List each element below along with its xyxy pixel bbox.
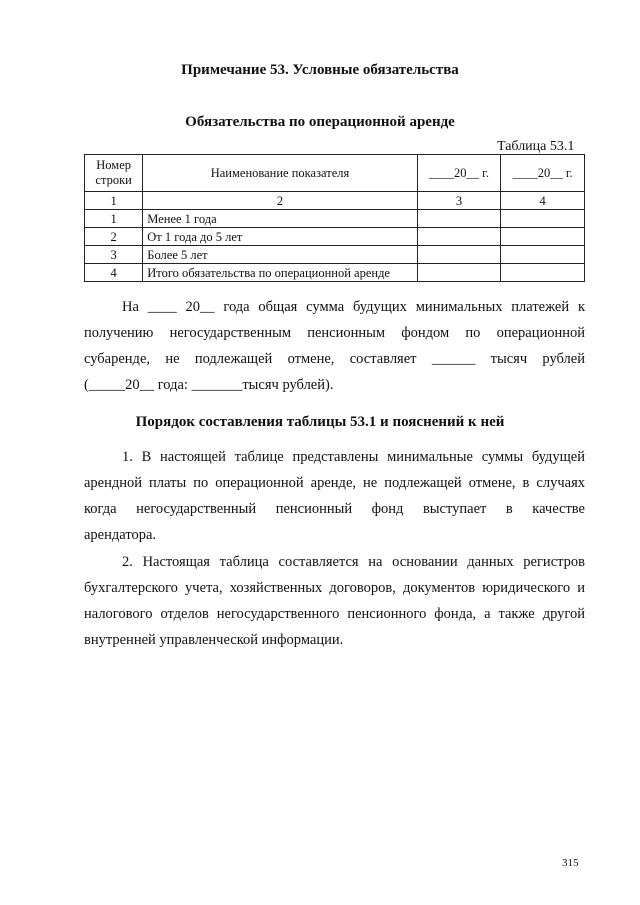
paragraph-line: 1. В настоящей таблице представлены минимальные суммы будущей (122, 449, 585, 465)
row-value-2 (501, 264, 585, 282)
procedure-item-2 (84, 549, 585, 653)
table-row (85, 246, 585, 264)
paragraph-line: когда негосударственный пенсионный фонд выступает в качестве (84, 501, 585, 517)
index-cell: 1 (85, 192, 143, 210)
paragraph-line: (_____20__ года: _______тысяч рублей). (84, 377, 334, 393)
row-value-2 (501, 246, 585, 264)
table-caption: Таблица 53.1 (497, 139, 575, 154)
header-year-1: ____20__ г. (417, 155, 501, 192)
page-number: 315 (562, 857, 579, 869)
paragraph-line: внутренней управленческой информации. (84, 632, 344, 648)
future-payments-paragraph (84, 294, 585, 398)
index-cell: 4 (501, 192, 585, 210)
row-value-2 (501, 210, 585, 228)
paragraph-line: налогового отделов негосударственного пенсионного фонда, а также другой (84, 606, 585, 622)
row-number: 2 (85, 228, 143, 246)
table-row (85, 210, 585, 228)
row-value-1 (417, 210, 501, 228)
row-number: 1 (85, 210, 143, 228)
table-header-row (85, 155, 585, 192)
paragraph-line: На ____ 20__ года общая сумма будущих минимальных платежей к (122, 299, 585, 315)
row-value-1 (417, 246, 501, 264)
row-name: Более 5 лет (143, 246, 417, 264)
paragraph-line: получению негосударственным пенсионным фондом по операционной (84, 325, 585, 341)
row-value-2 (501, 228, 585, 246)
table-row (85, 228, 585, 246)
paragraph-line: арендной платы по операционной аренде, не подлежащей отмене, в случаях (84, 475, 585, 491)
row-name: От 1 года до 5 лет (143, 228, 417, 246)
procedure-section-title: Порядок составления таблицы 53.1 и пояснений к ней (135, 414, 505, 430)
row-number: 4 (85, 264, 143, 282)
row-value-1 (417, 264, 501, 282)
header-indicator-name: Наименование показателя (143, 155, 417, 192)
paragraph-line: бухгалтерского учета, хозяйственных договоров, документов юридического и (84, 580, 585, 596)
row-name: Итого обязательства по операционной аренде (143, 264, 417, 282)
header-year-2: ____20__ г. (501, 155, 585, 192)
row-number: 3 (85, 246, 143, 264)
index-cell: 2 (143, 192, 417, 210)
header-row-number: Номер строки (85, 155, 143, 192)
paragraph-line: 2. Настоящая таблица составляется на основании данных регистров (122, 554, 585, 570)
note-title: Примечание 53. Условные обязательства (181, 62, 459, 78)
index-cell: 3 (417, 192, 501, 210)
row-name: Менее 1 года (143, 210, 417, 228)
section-subtitle: Обязательства по операционной аренде (185, 114, 455, 130)
lease-obligations-table (84, 154, 585, 282)
paragraph-line: субаренде, не подлежащей отмене, составляет ______ тысяч рублей (84, 351, 585, 367)
paragraph-line: арендатора. (84, 527, 157, 543)
procedure-item-1 (84, 444, 585, 548)
row-value-1 (417, 228, 501, 246)
table-index-row (85, 192, 585, 210)
table-row (85, 264, 585, 282)
